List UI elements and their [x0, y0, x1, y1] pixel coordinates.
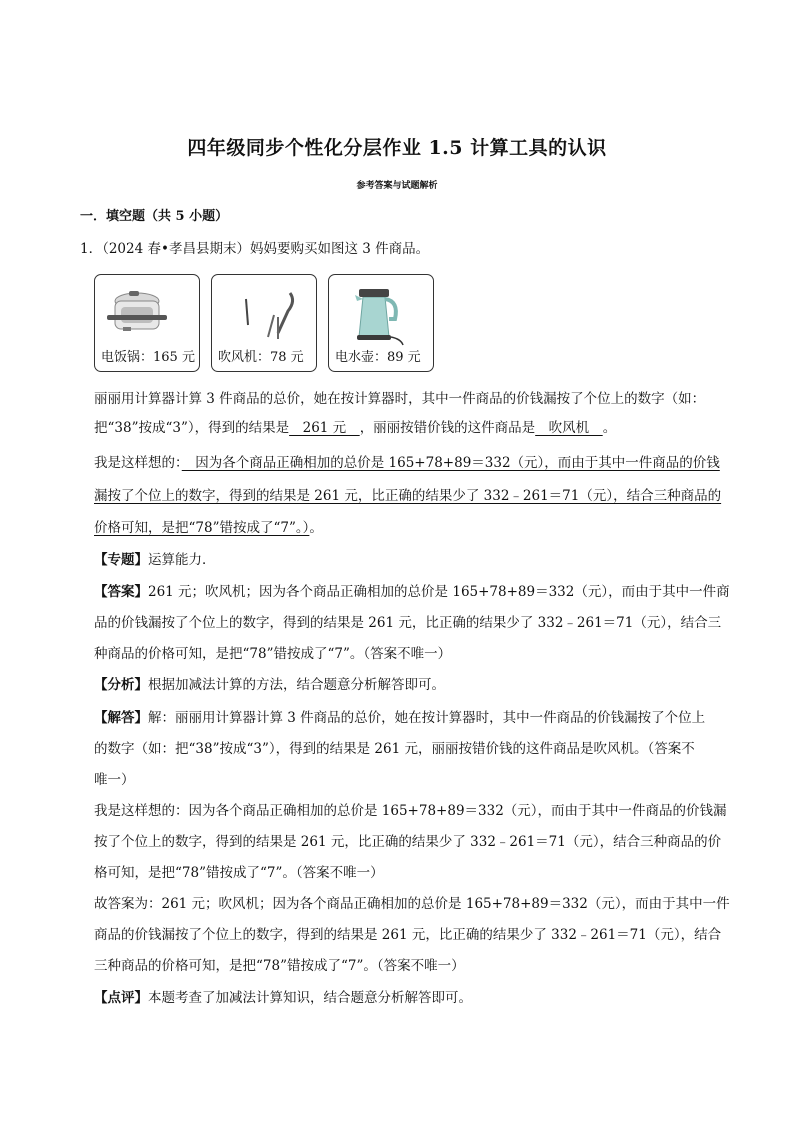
answer-blank-2: 吹风机: [535, 420, 603, 436]
comment-line: 【点评】本题考查了加减法计算知识，结合题意分析解答即可。: [94, 990, 472, 1006]
page-title: 四年级同步个性化分层作业 1.5 计算工具的认识: [187, 137, 607, 159]
answer-line: 品的价钱漏按了个位上的数字，得到的结果是 261 元，比正确的结果少了 332﹣261＝71（元），结合三: [94, 615, 722, 631]
electric-kettle-icon: [329, 279, 433, 347]
final-answer-line: 故答案为：261 元；吹风机；因为各个商品正确相加的总价是 165+78+89＝332（元），而由于其中一件: [94, 896, 730, 912]
question-body-line: 我是这样想的： 因为各个商品正确相加的总价是 165+78+89＝332（元），而由于其中一件商品的价钱: [94, 455, 720, 471]
product-caption: 电饭锅：165 元: [101, 350, 195, 365]
reasoning-line: 格可知，是把“78”错按成了“7”。（答案不唯一）: [94, 865, 384, 881]
product-card-rice-cooker: [94, 274, 200, 372]
solve-line: 【解答】解：丽丽用计算器计算 3 件商品的总价，她在按计算器时，其中一件商品的价钱漏按了个位上: [94, 710, 706, 726]
analysis-label: 【分析】: [94, 677, 148, 693]
page-subtitle: 参考答案与试题解析: [356, 181, 438, 191]
question-body-line: 丽丽用计算器计算 3 件商品的总价，她在按计算器时，其中一件商品的价钱漏按了个位上的数字（如：: [94, 391, 706, 407]
hair-dryer-icon: [212, 279, 316, 347]
product-card-electric-kettle: [328, 274, 434, 372]
solve-label: 【解答】: [94, 710, 148, 726]
topic-line: 【专题】运算能力．: [94, 552, 216, 568]
analysis-line: 【分析】根据加减法计算的方法，结合题意分析解答即可。: [94, 677, 445, 693]
reasoning-line: 我是这样想的：因为各个商品正确相加的总价是 165+78+89＝332（元），而由于其中一件商品的价钱漏: [94, 803, 727, 819]
product-card-hair-dryer: [211, 274, 317, 372]
question-stem: [80, 237, 429, 257]
final-answer-line: 三种商品的价格可知，是把“78”错按成了“7”。（答案不唯一）: [94, 958, 465, 974]
question-body-line: 把“38”按成“3”），得到的结果是 261 元 ，丽丽按错价钱的这件商品是 吹风机 。: [94, 420, 617, 436]
answer-line: 【答案】261 元；吹风机；因为各个商品正确相加的总价是 165+78+89＝332（元），而由于其中一件商: [94, 584, 730, 600]
question-source: （2024 春•孝昌县期末）: [102, 241, 250, 257]
answer-blank-1: 261 元: [289, 420, 360, 436]
solve-line: 唯一）: [94, 772, 135, 788]
section-heading: 一．填空题（共 5 小题）: [80, 209, 229, 224]
question-number: 1．: [80, 241, 103, 257]
question-text: 妈妈要购买如图这 3 件商品。: [249, 241, 430, 257]
reasoning-blank: 因为各个商品正确相加的总价是 165+78+89＝332（元），而由于其中一件商品的价钱: [181, 455, 720, 471]
answer-label: 【答案】: [94, 584, 148, 600]
solve-line: 的数字（如：把“38”按成“3”），得到的结果是 261 元，丽丽按错价钱的这件商品是吹风机。（答案不: [94, 741, 695, 757]
comment-label: 【点评】: [94, 990, 148, 1006]
final-answer-line: 商品的价钱漏按了个位上的数字，得到的结果是 261 元，比正确的结果少了 332﹣261＝71（元），结合: [94, 927, 722, 943]
reasoning-line: 按了个位上的数字，得到的结果是 261 元，比正确的结果少了 332﹣261＝71（元），结合三种商品的价: [94, 834, 722, 850]
product-caption: 电水壶：89 元: [335, 350, 421, 365]
topic-label: 【专题】: [94, 552, 148, 568]
question-body-line: 价格可知，是把“78”错按成了“7”。）。: [94, 520, 323, 536]
reasoning-blank: 漏按了个位上的数字，得到的结果是 261 元，比正确的结果少了 332﹣261＝71（元），结合三种商品的: [94, 488, 722, 504]
answer-line: 种商品的价格可知，是把“78”错按成了“7”。（答案不唯一）: [94, 646, 452, 662]
reasoning-blank: 价格可知，是把“78”错按成了“7”。）: [94, 520, 310, 536]
product-caption: 吹风机：78 元: [218, 350, 304, 365]
rice-cooker-icon: [95, 279, 199, 347]
